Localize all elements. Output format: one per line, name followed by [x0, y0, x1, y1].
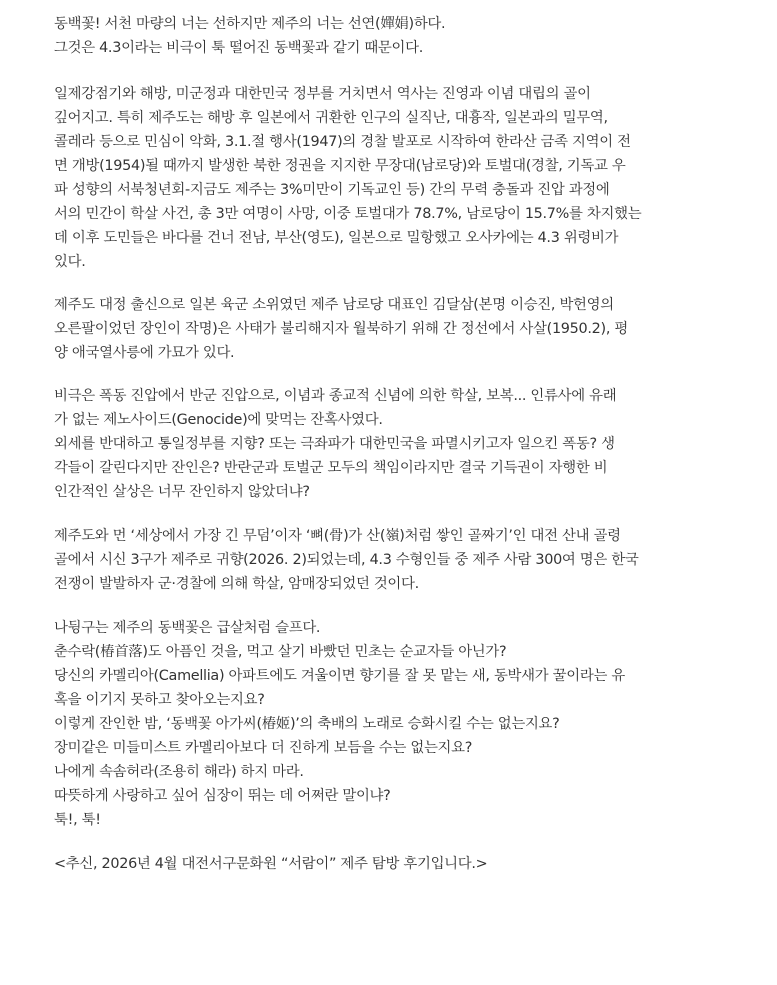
text-line: 춘수락(椿首落)도 아픔인 것을, 먹고 살기 바빴던 민초는 순교자들 아닌가? [54, 644, 507, 660]
article-body [54, 12, 724, 876]
text-line: 당신의 카멜리아(Camellia) 아파트에도 겨울이면 향기를 잘 못 맡는 새, 동박새가 꿀이라는 유 [54, 668, 625, 684]
text-line: 콜레라 등으로 민심이 악화, 3.1.절 행사(1947)의 경찰 발포로 시작하여 한라산 금족 지역이 전 [54, 134, 631, 150]
paragraph-tragedy [54, 384, 724, 504]
text-line: 양 애국열사릉에 가묘가 있다. [54, 345, 235, 361]
paragraph-history [54, 82, 724, 274]
text-line: 서의 민간이 학살 사건, 총 3만 여명이 사망, 이중 토벌대가 78.7%, 남로당이 15.7%를 차지했는 [54, 206, 642, 222]
text-line: 각들이 갈린다지만 잔인은? 반란군과 토벌군 모두의 책임이라지만 결국 기득권이 자행한 비 [54, 460, 608, 476]
text-line: 일제강점기와 해방, 미군정과 대한민국 정부를 거치면서 역사는 진영과 이념 대립의 골이 [54, 86, 591, 102]
text-line: 나뒹구는 제주의 동백꽃은 급살처럼 슬프다. [54, 620, 321, 636]
text-line: 툭!, 툭! [54, 812, 101, 828]
text-line: 외세를 반대하고 통일정부를 지향? 또는 극좌파가 대한민국을 파멸시키고자 일으킨 폭동? 생 [54, 436, 615, 452]
text-line: 전쟁이 발발하자 군·경찰에 의해 학살, 암매장되었던 것이다. [54, 576, 419, 592]
text-line: 면 개방(1954)될 때까지 발생한 북한 정권을 지지한 무장대(남로당)와 토벌대(경찰, 기독교 우 [54, 158, 626, 174]
text-line: 골에서 시신 3구가 제주로 귀향(2026. 2)되었는데, 4.3 수형인들 중 제주 사람 300여 명은 한국 [54, 552, 639, 568]
text-line: 제주도 대정 출신으로 일본 육군 소위였던 제주 남로당 대표인 김달삼(본명 이승진, 박헌영의 [54, 297, 614, 313]
text-line: 혹을 이기지 못하고 찾아오는지요? [54, 692, 265, 708]
text-line: 이렇게 잔인한 밤, ‘동백꽃 아가씨(椿姬)’의 축배의 노래로 승화시킬 수는 없는지요? [54, 716, 560, 732]
text-line: 깊어지고. 특히 제주도는 해방 후 일본에서 귀환한 인구의 실직난, 대흉작, 일본과의 밀무역, [54, 110, 608, 126]
text-line: 비극은 폭동 진압에서 반군 진압으로, 이념과 종교적 신념에 의한 학살, 보복... 인류사에 유래 [54, 388, 617, 404]
text-line: 가 없는 제노사이드(Genocide)에 맞먹는 잔혹사였다. [54, 412, 383, 428]
text-line: 데 이후 도민들은 바다를 건너 전남, 부산(영도), 일본으로 밀항했고 오사카에는 4.3 위령비가 [54, 230, 619, 246]
text-line: 제주도와 먼 ‘세상에서 가장 긴 무덤’이자 ‘뼈(骨)가 산(嶺)처럼 쌓인 골짜기’인 대전 산내 골령 [54, 528, 621, 544]
postscript-text: <추신, 2026년 4월 대전서구문화원 “서람이” 제주 탐방 후기입니다.> [54, 856, 488, 872]
paragraph-sannae [54, 524, 724, 596]
text-line: 따뜻하게 사랑하고 싶어 심장이 뛰는 데 어쩌란 말이냐? [54, 788, 391, 804]
text-line: 동백꽃! 서천 마량의 너는 선하지만 제주의 너는 선연(嬋娟)하다. [54, 16, 446, 32]
postscript [54, 852, 724, 876]
text-line: 있다. [54, 254, 86, 270]
text-line: 나에게 속솜허라(조용히 해라) 하지 마라. [54, 764, 304, 780]
text-line: 장미같은 미들미스트 카멜리아보다 더 진하게 보듬을 수는 없는지요? [54, 740, 473, 756]
paragraph-camellia [54, 616, 724, 832]
text-line: 파 성향의 서북청년회-지금도 제주는 3%미만이 기독교인 등) 간의 무력 충돌과 진압 과정에 [54, 182, 610, 198]
text-line: 그것은 4.3이라는 비극이 툭 떨어진 동백꽃과 같기 때문이다. [54, 40, 424, 56]
paragraph-kim-dalsam [54, 293, 724, 365]
text-line: 오른팔이었던 장인이 작명)은 사태가 불리해지자 월북하기 위해 간 정선에서 사살(1950.2), 평 [54, 321, 628, 337]
text-line: 인간적인 살상은 너무 잔인하지 않았더냐? [54, 484, 310, 500]
paragraph-intro [54, 12, 724, 60]
